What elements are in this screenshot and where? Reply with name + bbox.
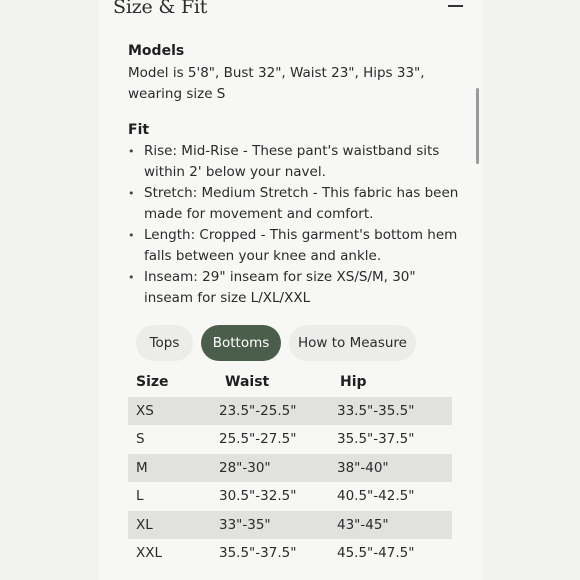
hip-cell: 40.5"-42.5" bbox=[337, 488, 415, 504]
scrollbar-thumb[interactable] bbox=[476, 88, 479, 164]
table-row bbox=[128, 454, 452, 482]
waist-cell: 33"-35" bbox=[219, 517, 271, 533]
table-row bbox=[128, 539, 452, 567]
fit-heading: Fit bbox=[128, 122, 150, 138]
hip-cell: 33.5"-35.5" bbox=[337, 403, 415, 419]
models-heading: Models bbox=[128, 43, 185, 59]
header-waist: Waist bbox=[225, 374, 270, 390]
fit-item-inseam: • Inseam: 29" inseam for size XS/S/M, 30" inseam for size L/XL/XXL bbox=[128, 267, 464, 309]
size-cell: S bbox=[136, 431, 145, 447]
models-text: Model is 5'8", Bust 32", Waist 23", Hips 33", wearing size S bbox=[128, 65, 425, 102]
waist-cell: 28"-30" bbox=[219, 460, 271, 476]
hip-cell: 45.5"-47.5" bbox=[337, 545, 415, 561]
table-header bbox=[128, 368, 452, 396]
waist-cell: 35.5"-37.5" bbox=[219, 545, 297, 561]
table-row bbox=[128, 511, 452, 539]
size-cell: L bbox=[136, 488, 144, 504]
hip-cell: 35.5"-37.5" bbox=[337, 431, 415, 447]
table-row bbox=[128, 482, 452, 510]
section-title[interactable]: Size & Fit bbox=[113, 0, 208, 18]
tab-bottoms[interactable]: Bottoms bbox=[201, 325, 281, 361]
tab-tops[interactable]: Tops bbox=[136, 325, 193, 361]
hip-cell: 43"-45" bbox=[337, 517, 389, 533]
waist-cell: 23.5"-25.5" bbox=[219, 403, 297, 419]
table-row bbox=[128, 425, 452, 453]
fit-list bbox=[128, 141, 464, 309]
size-cell: XS bbox=[136, 403, 154, 419]
fit-item-length: • Length: Cropped - This garment's bottom hem falls between your knee and ankle. bbox=[128, 225, 464, 267]
header-hip: Hip bbox=[340, 374, 367, 390]
table-row bbox=[128, 397, 452, 425]
size-cell: XL bbox=[136, 517, 153, 533]
waist-cell: 25.5"-27.5" bbox=[219, 431, 297, 447]
fit-item-stretch: • Stretch: Medium Stretch - This fabric has been made for movement and comfort. bbox=[128, 183, 464, 225]
hip-cell: 38"-40" bbox=[337, 460, 389, 476]
tab-how-to-measure[interactable]: How to Measure bbox=[289, 325, 416, 361]
waist-cell: 30.5"-32.5" bbox=[219, 488, 297, 504]
size-cell: XXL bbox=[136, 545, 163, 561]
fit-item-rise: • Rise: Mid-Rise - These pant's waistband sits within 2' below your navel. bbox=[128, 141, 464, 183]
header-size: Size bbox=[136, 374, 169, 390]
minus-icon[interactable] bbox=[448, 5, 463, 7]
size-cell: M bbox=[136, 460, 148, 476]
